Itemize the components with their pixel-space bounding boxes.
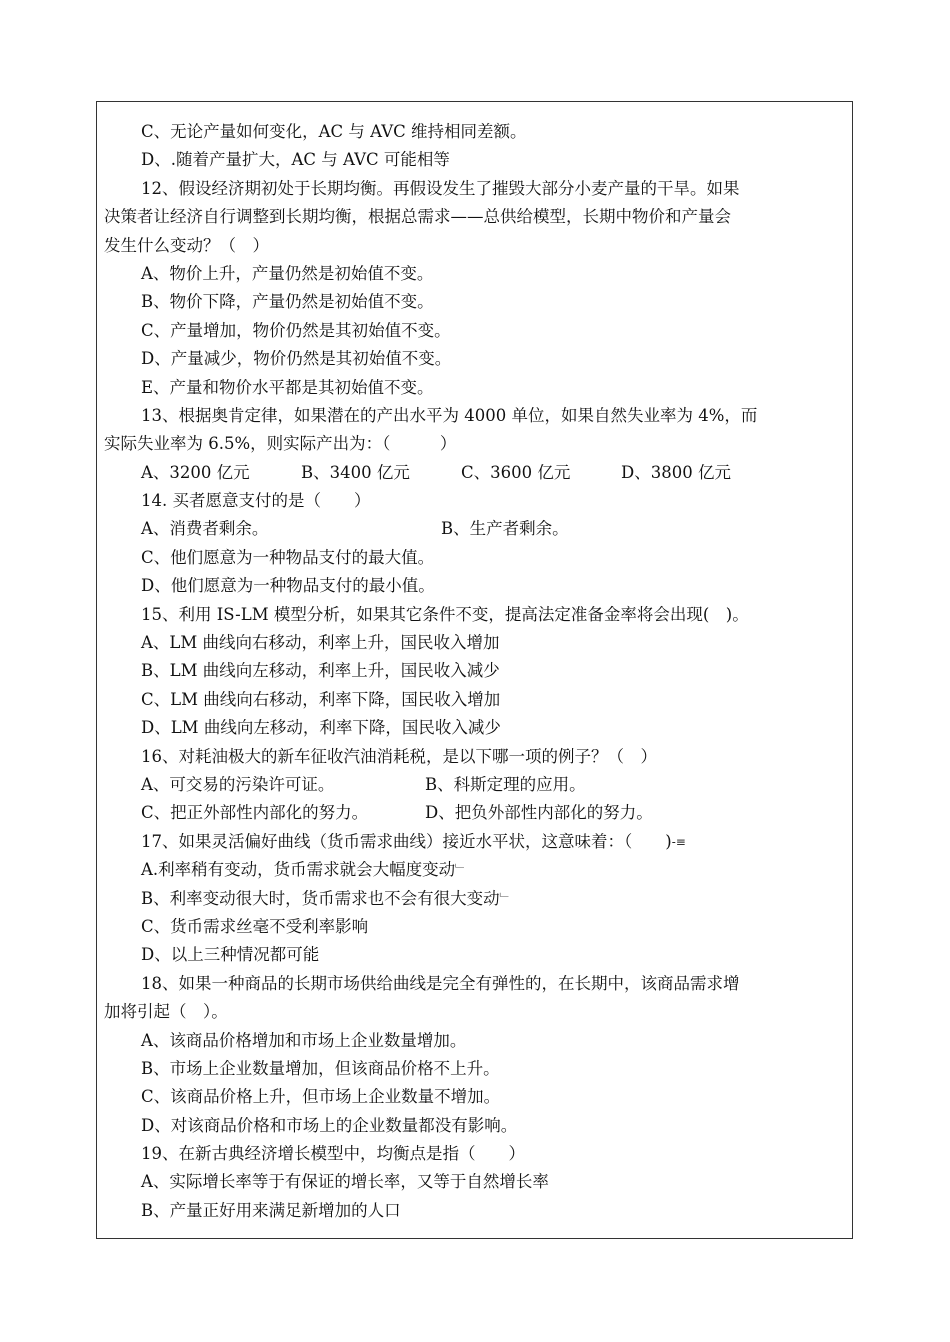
q17-stem-text: 17、如果灵活偏好曲线（货币需求曲线）接近水平状，这意味着：（ ) — [141, 831, 672, 851]
q12-option-d: D、产量减少，物价仍然是其初始值不变。 — [141, 349, 452, 369]
q17-option-b-mark: ﹂ — [499, 891, 512, 906]
q17-option-b — [104, 885, 846, 913]
q17-option-a — [104, 856, 846, 884]
q15-option-c: C、LM 曲线向右移动，利率下降，国民收入增加 — [141, 689, 501, 709]
q16-option-b: B、科斯定理的应用。 — [425, 774, 586, 794]
q18-option-b: B、市场上企业数量增加，但该商品价格不上升。 — [141, 1058, 500, 1078]
q18-option-c: C、该商品价格上升，但市场上企业数量不增加。 — [141, 1087, 501, 1107]
q13-option-c: C、3600 亿元 — [461, 462, 571, 482]
q17-option-a-mark: ﹂ — [455, 863, 468, 878]
q13-option-d: D、3800 亿元 — [621, 462, 731, 482]
q17-option-d: D、以上三种情况都可能 — [141, 945, 320, 965]
q12-option-c: C、产量增加，物价仍然是其初始值不变。 — [141, 320, 451, 340]
q12-option-e: E、产量和物价水平都是其初始值不变。 — [141, 377, 434, 397]
q15-option-d: D、LM 曲线向左移动，利率下降，国民收入减少 — [141, 718, 501, 738]
q18-option-d: D、对该商品价格和市场上的企业数量都没有影响。 — [141, 1115, 518, 1135]
q17-stem — [104, 828, 846, 856]
q14-stem: 14. 买者愿意支付的是（ ） — [141, 491, 371, 511]
q16-option-c: C、把正外部性内部化的努力。 — [141, 803, 369, 823]
q14-option-b: B、生产者剩余。 — [441, 519, 569, 539]
q14-option-d: D、他们愿意为一种物品支付的最小值。 — [141, 576, 435, 596]
q12-option-a: A、物价上升，产量仍然是初始值不变。 — [141, 263, 434, 283]
q13-stem-line1: 13、根据奥肯定律，如果潜在的产出水平为 4000 单位，如果自然失业率为 4%，而 — [141, 405, 758, 425]
document-body — [104, 118, 846, 1225]
q13-options — [104, 459, 846, 487]
q16-option-a: A、可交易的污染许可证。 — [141, 774, 335, 794]
q12-stem-line3: 发生什么变动？（ ） — [104, 235, 269, 255]
q19-stem: 19、在新古典经济增长模型中，均衡点是指（ ） — [141, 1144, 525, 1164]
q18-option-a: A、该商品价格增加和市场上企业数量增加。 — [141, 1030, 467, 1050]
q15-option-a: A、LM 曲线向右移动，利率上升，国民收入增加 — [141, 633, 500, 653]
q18-stem-line2: 加将引起（ ）。 — [104, 1002, 228, 1022]
q11-option-d: D、.随着产量扩大，AC 与 AVC 可能相等 — [141, 150, 450, 170]
q11-option-c: C、无论产量如何变化，AC 与 AVC 维持相同差额。 — [141, 122, 527, 141]
q15-option-b: B、LM 曲线向左移动，利率上升，国民收入减少 — [141, 661, 500, 681]
q17-edit-mark: -≡ — [671, 834, 686, 849]
q16-options-cd — [104, 799, 846, 827]
q16-options-ab — [104, 771, 846, 799]
q12-stem-line2: 决策者让经济自行调整到长期均衡，根据总需求——总供给模型，长期中物价和产量会 — [104, 207, 731, 227]
q15-stem: 15、利用 IS-LM 模型分析，如果其它条件不变，提高法定准备金率将会出现( )。 — [141, 604, 749, 624]
q12-option-b: B、物价下降，产量仍然是初始值不变。 — [141, 292, 434, 312]
q18-stem-line1: 18、如果一种商品的长期市场供给曲线是完全有弹性的，在长期中，该商品需求增 — [141, 973, 740, 993]
q16-stem: 16、对耗油极大的新车征收汽油消耗税，是以下哪一项的例子？（ ） — [141, 746, 657, 766]
q13-option-b: B、3400 亿元 — [301, 462, 410, 482]
q17-option-b-text: B、利率变动很大时，货币需求也不会有很大变动 — [141, 888, 500, 908]
q19-option-b: B、产量正好用来满足新增加的人口 — [141, 1200, 401, 1220]
q13-option-a: A、3200 亿元 — [141, 462, 250, 482]
q14-option-c: C、他们愿意为一种物品支付的最大值。 — [141, 547, 435, 567]
q17-option-a-text: A.利率稍有变动，货币需求就会大幅度变动 — [141, 860, 456, 880]
q14-option-a: A、消费者剩余。 — [141, 519, 269, 539]
q16-option-d: D、把负外部性内部化的努力。 — [425, 803, 653, 823]
q17-option-c: C、货币需求丝毫不受利率影响 — [141, 916, 369, 936]
q19-option-a: A、实际增长率等于有保证的增长率，又等于自然增长率 — [141, 1172, 549, 1192]
q14-options-ab — [104, 515, 846, 543]
q13-stem-line2: 实际失业率为 6.5%，则实际产出为：（ ） — [104, 434, 457, 454]
q12-stem-line1: 12、假设经济期初处于长期均衡。再假设发生了摧毁大部分小麦产量的干旱。如果 — [141, 178, 740, 198]
